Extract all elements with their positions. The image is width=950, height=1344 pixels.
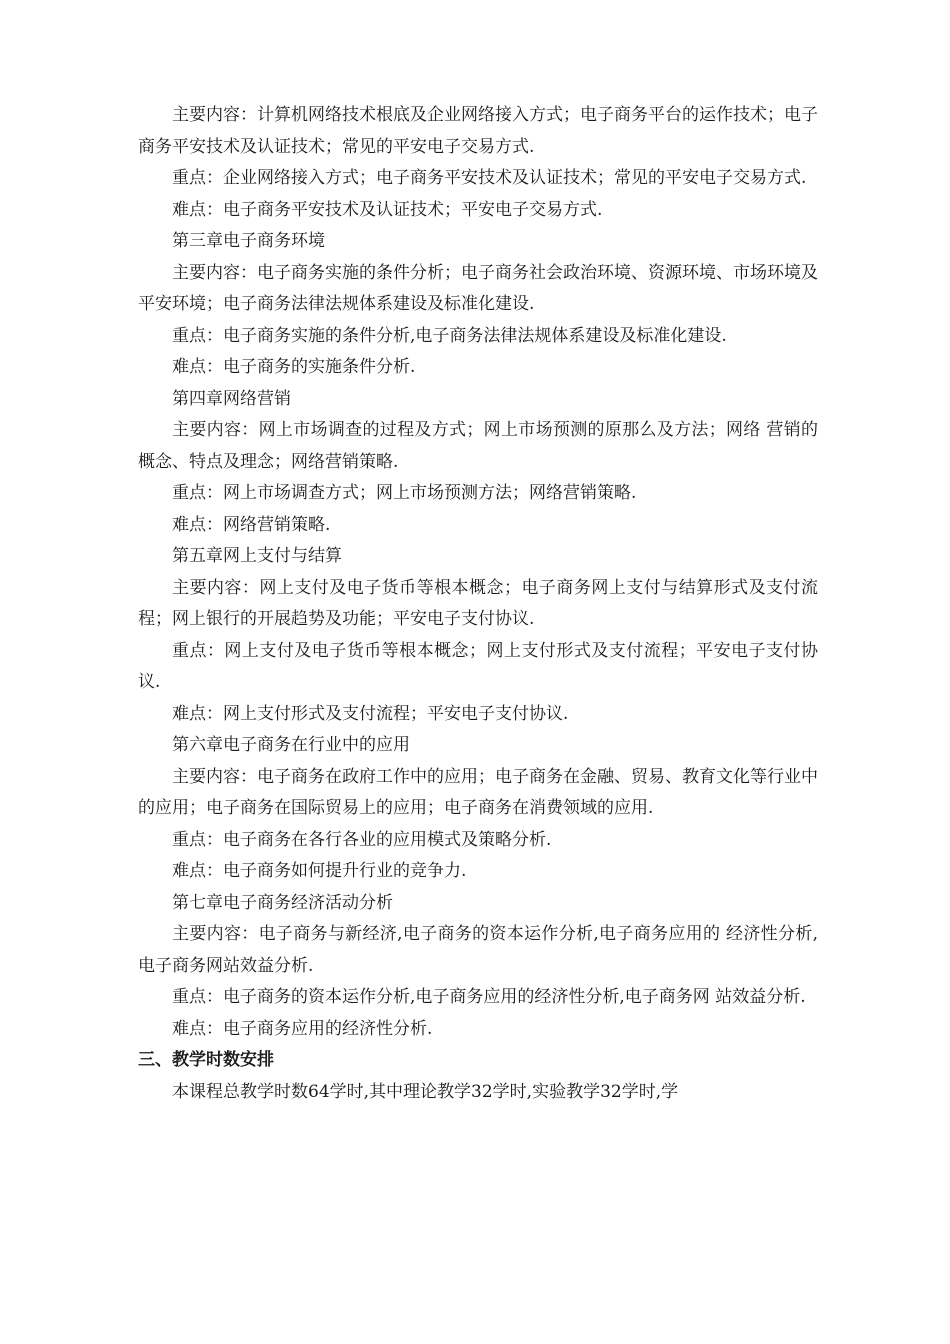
chapter-title-6: 第六章电子商务在行业中的应用 <box>172 735 410 755</box>
document-page <box>138 100 818 1108</box>
chapter-title-7: 第七章电子商务经济活动分析 <box>172 892 393 913</box>
paragraph-main-content-ch6: 主要内容：电子商务在政府工作中的应用；电子商务在金融、贸易、教育文化等行业中的应用；电子商务在国际贸易上的应用；电子商务在消费领域的应用. <box>138 766 818 818</box>
paragraph-difficulties-ch5: 难点：网上支付形式及支付流程；平安电子支付协议. <box>172 703 569 724</box>
paragraph-key-points-ch6: 重点：电子商务在各行各业的应用模式及策略分析. <box>172 829 552 850</box>
paragraph-difficulties-ch7: 难点：电子商务应用的经济性分析. <box>172 1018 433 1039</box>
chapter-title-4: 第四章网络营销 <box>172 388 291 409</box>
paragraph-difficulties-ch6: 难点：电子商务如何提升行业的竞争力. <box>172 861 467 881</box>
paragraph-key-points-ch2: 重点：企业网络接入方式；电子商务平安技术及认证技术；常见的平安电子交易方式. <box>172 168 807 188</box>
paragraph-teaching-hours: 本课程总教学时数64学时,其中理论教学32学时,实验教学32学时,学 <box>172 1081 679 1102</box>
chapter-title-5: 第五章网上支付与结算 <box>172 546 342 566</box>
paragraph-main-content-ch4: 主要内容：网上市场调查的过程及方式；网上市场预测的原那么及方法；网络 营销的概念、特点及理念；网络营销策略. <box>138 420 818 472</box>
paragraph-main-content-ch5: 主要内容：网上支付及电子货币等根本概念；电子商务网上支付与结算形式及支付流程；网上银行的开展趋势及功能；平安电子支付协议. <box>138 577 818 629</box>
paragraph-key-points-ch7: 重点：电子商务的资本运作分析,电子商务应用的经济性分析,电子商务网 站效益分析. <box>172 987 806 1007</box>
paragraph-key-points-ch3: 重点：电子商务实施的条件分析,电子商务法律法规体系建设及标准化建设. <box>172 325 727 346</box>
section-heading: 三、教学时数安排 <box>138 1050 274 1070</box>
paragraph-main-content-ch7: 主要内容：电子商务与新经济,电子商务的资本运作分析,电子商务应用的 经济性分析,电子商务网站效益分析. <box>138 924 818 976</box>
paragraph-main-content-ch2: 主要内容：计算机网络技术根底及企业网络接入方式；电子商务平台的运作技术；电子商务平安技术及认证技术；常见的平安电子交易方式. <box>138 105 818 157</box>
paragraph-difficulties-ch4: 难点：网络营销策略. <box>172 514 331 535</box>
paragraph-main-content-ch3: 主要内容：电子商务实施的条件分析；电子商务社会政治环境、资源环境、市场环境及平安环境；电子商务法律法规体系建设及标准化建设. <box>138 262 818 314</box>
chapter-title-3: 第三章电子商务环境 <box>172 231 325 251</box>
paragraph-difficulties-ch2: 难点：电子商务平安技术及认证技术；平安电子交易方式. <box>172 199 603 220</box>
paragraph-key-points-ch4: 重点：网上市场调查方式；网上市场预测方法；网络营销策略. <box>172 483 637 503</box>
paragraph-key-points-ch5: 重点：网上支付及电子货币等根本概念；网上支付形式及支付流程；平安电子支付协议. <box>138 640 818 692</box>
paragraph-difficulties-ch3: 难点：电子商务的实施条件分析. <box>172 357 416 377</box>
